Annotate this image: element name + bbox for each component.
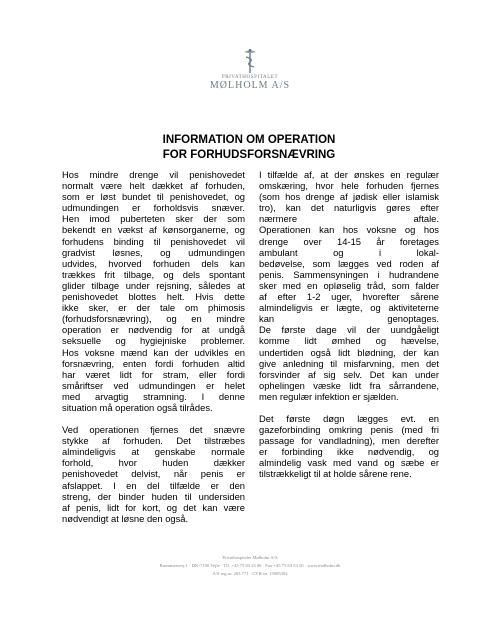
text-line: ambulant og i lokal- (259, 246, 439, 258)
paragraph-gap (62, 413, 245, 424)
text-line: situation må operation også tilrådes. (62, 401, 213, 413)
title-line-1: INFORMATION OM OPERATION (162, 134, 336, 146)
text-line: Hen imod puberteten sker der som (62, 213, 245, 225)
text-line: komme lidt ømhed og hævelse, (259, 335, 439, 347)
text-line: af penis, lidt for kort, og det kan være (62, 501, 245, 513)
text-line: seksuelle og hygiejniske problemer. (62, 335, 245, 347)
text-line: som er løst bundet til penishovedet, og (62, 191, 245, 203)
paragraph (259, 413, 439, 480)
footer-line-2: Brummersvej 1 · DK-7100 Vejle · Tlf. +45 75 83 23 00 · Fax +45 75 83 53 50 · www.molholm.dk (159, 563, 341, 568)
text-line: penis. Sammensyningen i hudrandene (259, 268, 439, 280)
text-line: almindelig vask med vand og sæbe er (259, 457, 439, 469)
text-line: men regulær infektion er sjælden. (259, 390, 399, 402)
text-line: har været lidt for stram, eller fordi (62, 368, 245, 380)
text-line: drenge over 14-15 år foretages (259, 235, 439, 247)
text-line: trækkes frit tilbage, og dels spontant (62, 268, 245, 280)
text-line: undertiden også lidt blødning, der kan (259, 346, 439, 358)
text-line: kan genoptages. (259, 313, 439, 325)
page-title (120, 133, 378, 163)
text-line: penishovedet blottes helt. Hvis dette (62, 291, 245, 303)
paragraph (259, 169, 439, 402)
text-line: Hos mindre drenge vil penishovedet (62, 169, 245, 180)
text-line: Operationen kan hos voksne og hos (259, 224, 439, 236)
left-column (62, 169, 245, 524)
text-line: almindeligvis at genskabe normale (62, 446, 245, 458)
text-line: ikke sker, er der tale om phimosis (62, 302, 245, 314)
text-line: nødvendigt at løsne den også. (62, 512, 189, 524)
text-line: udmundingen er forholdsvis snæver. (62, 202, 245, 214)
text-line: I tilfælde af, at der ønskes en regulær (259, 169, 439, 180)
text-line: passage for vandladning), men derefter (259, 435, 439, 447)
text-line: De første dage vil der uundgåeligt (259, 324, 439, 336)
text-line: Ved operationen fjernes det snævre (62, 424, 245, 436)
text-line: normalt være helt dækket af forhuden, (62, 180, 245, 192)
text-line: forsnævring, enten fordi forhuden altid (62, 357, 245, 369)
text-line: forsvinder af sig selv. Det kan under (259, 368, 439, 380)
footer (120, 554, 380, 578)
text-line: omskæring, hvor hele forhuden fjernes (259, 180, 439, 192)
text-line: bekendt en vækst af kønsorganerne, og (62, 224, 245, 236)
text-line: forhold, hvor huden dækker (62, 457, 245, 469)
text-line: af efter 1-2 uger, hvorefter sårene (259, 291, 439, 303)
text-line: gazeforbinding omkring penis (med fri (259, 424, 439, 436)
text-line: tilstrækkeligt til at holde sårene rene. (259, 468, 412, 480)
text-line: give anledning til misfarvning, men det (259, 357, 439, 369)
paragraph (62, 169, 245, 413)
text-line: glider tilbage under rejsning, således at (62, 279, 245, 291)
text-line: stykke af forhuden. Det tilstræbes (62, 435, 245, 447)
text-line: afslappet. I en del tilfælde er den (62, 479, 245, 491)
text-line: gradvist løsnes, og udmundingen (62, 246, 245, 258)
text-line: ophelingen væske lidt fra sårrandene, (259, 379, 439, 391)
title-line-2: FOR FORHUDSFORSNÆVRING (162, 149, 336, 161)
text-line: sker med en opløselig tråd, som falder (259, 279, 439, 291)
footer-line-1: Privathospitalet Mølholm A/S (222, 555, 278, 560)
hospital-logo (205, 48, 295, 91)
logo-line-1: PRIVATHOSPITALET (221, 75, 279, 80)
text-line: (som hos drenge af jødisk eller islamisk (259, 191, 439, 203)
text-line: operation er nødvendig for at undgå (62, 324, 245, 336)
text-line: er forbinding ikke nødvendig, og (259, 446, 439, 458)
text-line: udvides, hvorved forhuden dels kan (62, 257, 245, 269)
text-line: tro), kan det naturligvis gøres efter (259, 202, 439, 214)
paragraph (62, 424, 245, 524)
text-line: med arvagtig stramning. I denne (62, 390, 245, 402)
caduceus-icon (242, 48, 258, 74)
text-line: almindeligvis er lægte, og aktiviteterne (259, 302, 439, 314)
text-line: Det første døgn lægges evt. en (259, 412, 439, 424)
text-line: småriftser ved udmundingen er helet (62, 379, 245, 391)
text-line: bedøvelse, som lægges ved roden af (259, 257, 439, 269)
text-line: nærmere aftale. (259, 213, 439, 225)
text-line: forhudens binding til penishovedet vil (62, 235, 245, 247)
logo-line-2: MØLHOLM A/S (209, 80, 291, 91)
text-line: Hos voksne mænd kan der udvikles en (62, 346, 245, 358)
text-line: (forhudsforsnævring), og en mindre (62, 313, 245, 325)
text-line: penishovedet delvist, når penis er (62, 468, 245, 480)
paragraph-gap (259, 402, 439, 413)
right-column (259, 169, 439, 480)
text-line: streng, der binder huden til undersiden (62, 490, 245, 502)
footer-line-3: A/S reg.nr. 203.771 · CVR-nr. 15085302 (212, 571, 288, 576)
